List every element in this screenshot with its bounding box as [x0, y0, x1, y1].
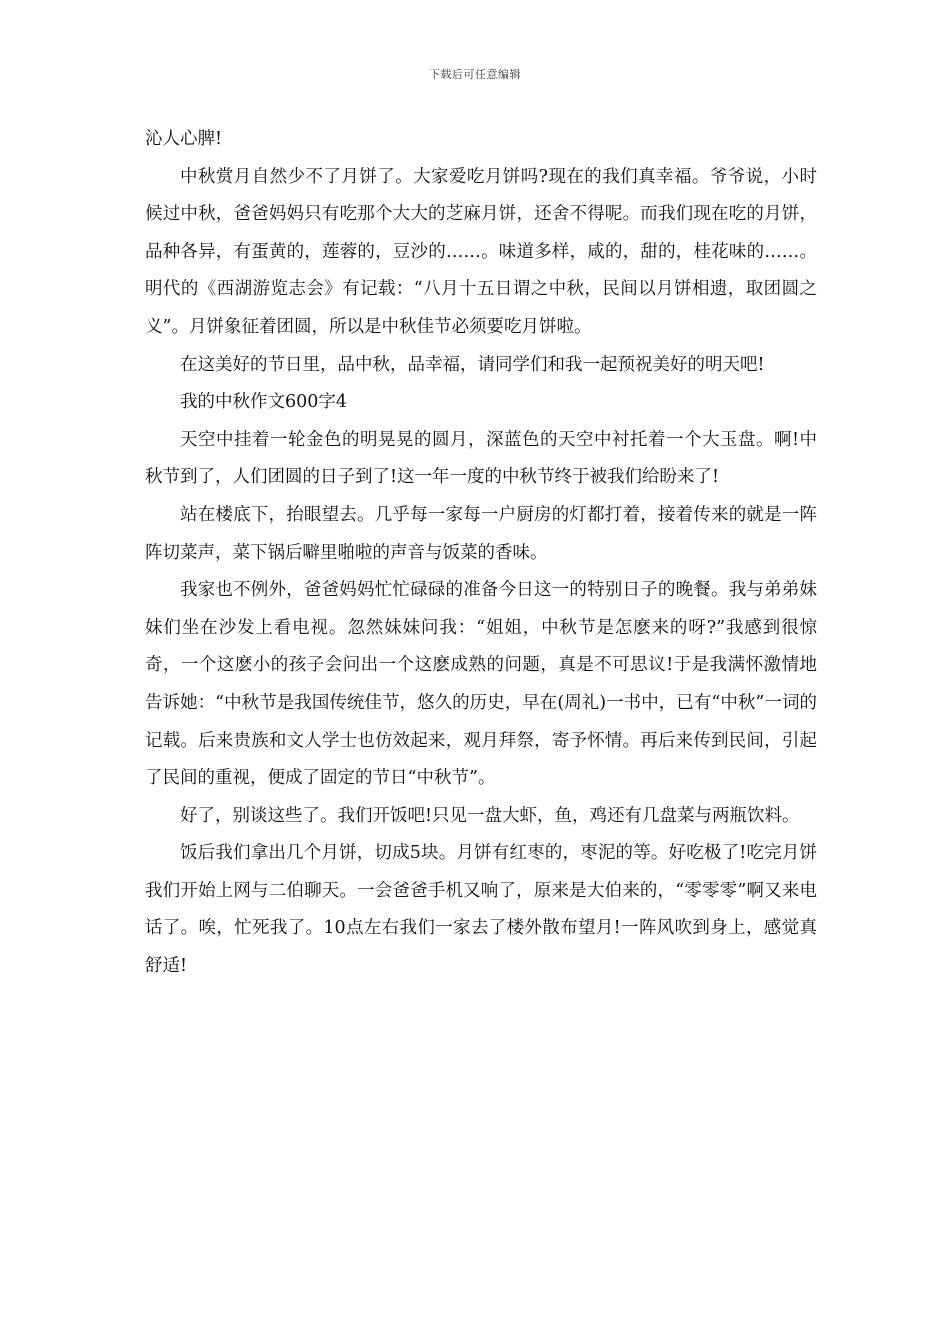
paragraph: 我家也不例外，爸爸妈妈忙忙碌碌的准备今日这一的特别日子的晚餐。我与弟弟妹妹们坐在沙发上看电视。忽然妹妹问我：“姐姐，中秋节是怎麽来的呀?”我感到很惊奇，一个这麽小的孩子会问出一个这麽成熟的问题，真是不可思议!于是我满怀激情地告诉她：“中秋节是我国传统佳节，悠久的历史，早在(周礼)一书中，已有“中秋”一词的记载。后来贵族和文人学士也仿效起来，观月拜祭，寄予怀情。再后来传到民间，引起了民间的重视，便成了固定的节日“中秋节”。 [145, 580, 817, 789]
paragraph: 站在楼底下，抬眼望去。几乎每一家每一户厨房的灯都打着，接着传来的就是一阵阵切菜声，菜下锅后噼里啪啦的声音与饭菜的香味。 [145, 504, 817, 563]
paragraph: 在这美好的节日里，品中秋，品幸福，请同学们和我一起预祝美好的明天吧! [180, 354, 765, 375]
section-title: 我的中秋作文600字4 [180, 392, 348, 413]
paragraph: 中秋赏月自然少不了月饼了。大家爱吃月饼吗?现在的我们真幸福。爷爷说，小时候过中秋，爸爸妈妈只有吃那个大大的芝麻月饼，还舍不得呢。而我们现在吃的月饼，品种各异，有蛋黄的，莲蓉的，豆沙的……。味道多样，咸的，甜的，桂花味的……。明代的《西湖游览志会》有记载：“八月十五日谓之中秋，民间以月饼相遗，取团圆之义”。月饼象征着团圆，所以是中秋佳节必须要吃月饼啦。 [145, 166, 817, 337]
paragraph: 饭后我们拿出几个月饼，切成5块。月饼有红枣的，枣泥的等。好吃极了!吃完月饼我们开始上网与二伯聊天。一会爸爸手机又响了，原来是大伯来的，“零零零”啊又来电话了。唉，忙死我了。10点左右我们一家去了楼外散布望月!一阵风吹到身上，感觉真舒适! [145, 843, 817, 977]
paragraph: 好了，别谈这些了。我们开饭吧!只见一盘大虾，鱼，鸡还有几盘菜与两瓶饮料。 [180, 805, 800, 826]
page-header: 下载后可任意编辑 [429, 68, 521, 81]
paragraph: 天空中挂着一轮金色的明晃晃的圆月，深蓝色的天空中衬托着一个大玉盘。啊!中秋节到了，人们团圆的日子到了!这一年一度的中秋节终于被我们给盼来了! [145, 429, 817, 488]
document-body [145, 121, 817, 986]
paragraph: 沁人心脾! [145, 129, 223, 149]
